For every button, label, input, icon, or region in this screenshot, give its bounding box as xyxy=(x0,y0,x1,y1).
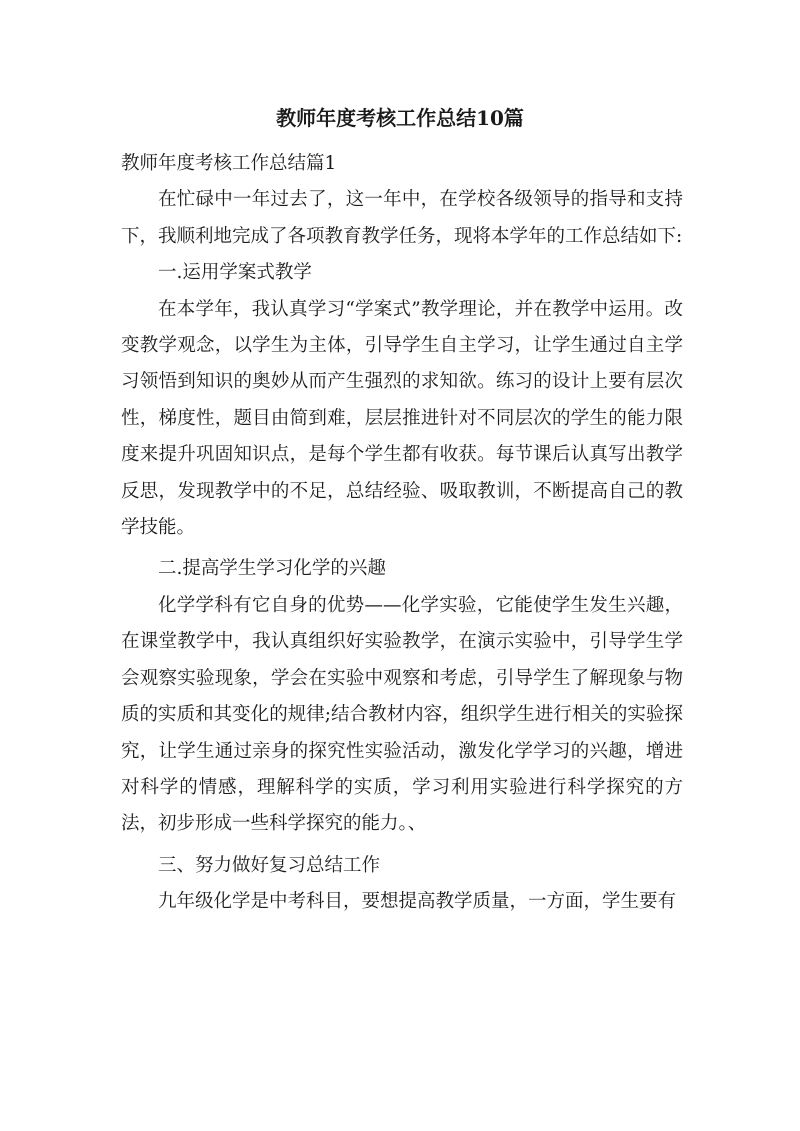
paragraph-2: 化学学科有它自身的优势——化学实验，它能使学生发生兴趣，在课堂教学中，我认真组织好实验教学，在演示实验中，引导学生学会观察实验现象，学会在实验中观察和考虑，引导学生了解现象与物质的实质和其变化的规律;结合教材内容，组织学生进行相关的实验探究，让学生通过亲身的探究性实验活动，激发化学学习的兴趣，增进对科学的情感，理解科学的实质，学习利用实验进行科学探究的方法，初步形成一些科学探究的能力。、 xyxy=(121,594,683,835)
heading-2: 二.提高学生学习化学的兴趣 xyxy=(158,558,386,580)
heading-3: 三、努力做好复习总结工作 xyxy=(158,854,381,876)
heading-1: 一.运用学案式教学 xyxy=(158,262,312,284)
section-subtitle: 教师年度考核工作总结篇1 xyxy=(121,153,337,174)
paragraph-1: 在本学年，我认真学习“学案式”教学理论，并在教学中运用。改变教学观念，以学生为主体，引导学生自主学习，让学生通过自主学习领悟到知识的奥妙从而产生强烈的求知欲。练习的设计上要有层次性，梯度性，题目由简到难，层层推进针对不同层次的学生的能力限度来提升巩固知识点，是每个学生都有收获。每节课后认真写出教学反思，发现教学中的不足，总结经验、吸取教训，不断提高自己的教学技能。 xyxy=(121,298,683,539)
paragraph-3: 九年级化学是中考科目，要想提高教学质量，一方面，学生要有 xyxy=(158,891,677,913)
document-title: 教师年度考核工作总结10篇 xyxy=(276,106,524,130)
document-body xyxy=(121,146,683,921)
intro-paragraph: 在忙碌中一年过去了，这一年中，在学校各级领导的指导和支持下，我顺利地完成了各项教育教学任务，现将本学年的工作总结如下: xyxy=(121,189,683,247)
